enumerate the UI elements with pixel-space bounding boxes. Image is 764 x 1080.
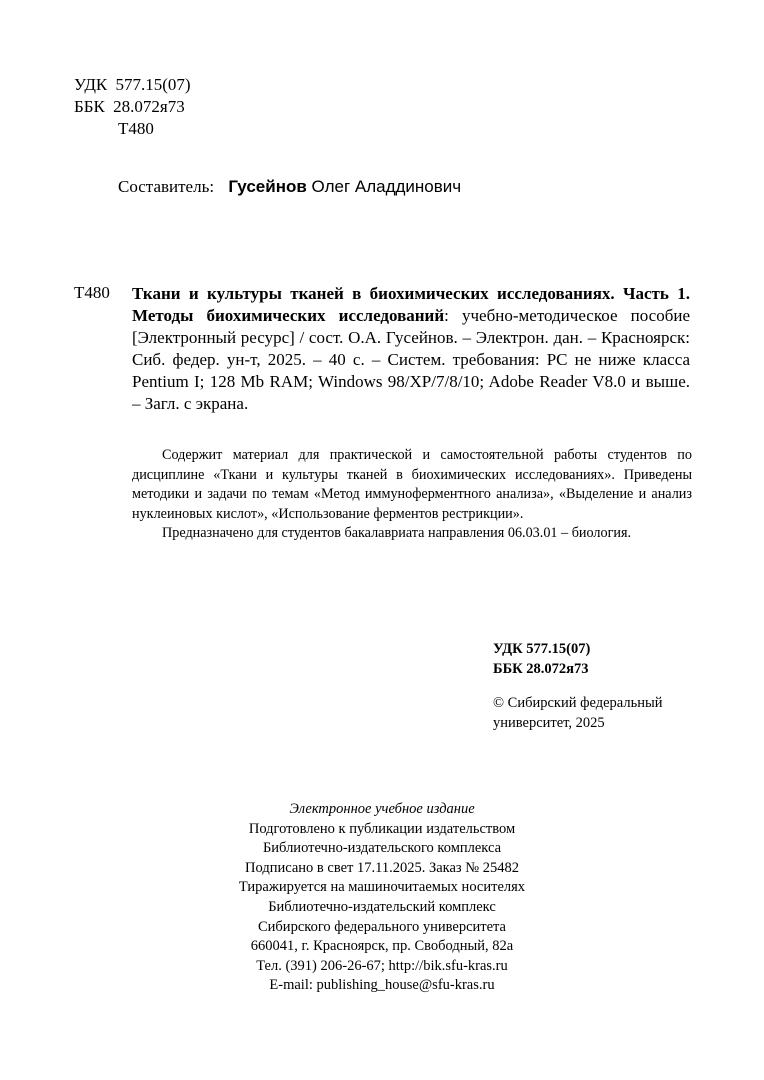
entry-title: Ткани и культуры тканей в биохимических исследованиях. Часть 1. Методы биохимических исследований: [132, 284, 690, 325]
abstract-paragraph: Предназначено для студентов бакалавриата направления 06.03.01 – биология.: [162, 525, 632, 541]
bbk-label: ББК: [74, 97, 105, 116]
bbk-code: ББК 28.072я73: [493, 660, 589, 677]
udk-line: [74, 74, 191, 96]
abstract: [132, 446, 692, 544]
udk-label: УДК: [74, 75, 108, 94]
compiler-line: [118, 177, 461, 197]
publication-imprint: [132, 800, 632, 996]
imprint-line: Тиражируется на машиночитаемых носителях: [238, 879, 526, 896]
copyright-notice: [493, 694, 662, 733]
imprint-line: 660041, г. Красноярск, пр. Свободный, 82а: [250, 938, 514, 955]
compiler-given-names: Олег Аладдинович: [311, 177, 462, 196]
copyright-line: университет, 2025: [493, 714, 605, 731]
imprint-line: Библиотечно-издательский комплекс: [268, 898, 496, 915]
compiler-surname: Гусейнов: [228, 177, 307, 196]
bbk-line: [74, 96, 185, 118]
udk-value: 577.15(07): [115, 75, 191, 94]
author-mark: Т480: [118, 119, 154, 138]
edition-type: Электронное учебное издание: [289, 801, 475, 817]
bbk-value: 28.072я73: [113, 97, 185, 116]
compiler-name: [228, 177, 461, 196]
imprint-line: Сибирского федерального университета: [258, 918, 506, 935]
classification-block: [493, 640, 590, 679]
entry-code: Т480: [74, 283, 110, 302]
entry-description: : учебно-методическое пособие [Электронный ресурс] / сост. О.А. Гусейнов. – Электрон. дан. – Красноярск: Сиб. федер. ун-т, 2025. – 40 с. – Систем. требования: PC не ниже класса Pentium I; 128 Mb RAM; Windows 98/XP/7/8/10; Adobe Reader V8.0 и выше. – Загл. с экрана.: [132, 306, 690, 413]
imprint-line: E-mail: publishing_house@sfu-kras.ru: [269, 977, 495, 994]
imprint-line: Подписано в свет 17.11.2025. Заказ № 25482: [245, 859, 519, 876]
imprint-line: Подготовлено к публикации издательством: [248, 820, 516, 837]
udk-code: УДК 577.15(07): [493, 641, 591, 657]
imprint-line: Тел. (391) 206-26-67; http://bik.sfu-kras.ru: [256, 957, 508, 974]
abstract-paragraph: Содержит материал для практической и самостоятельной работы студентов по дисциплине «Ткани и культуры тканей в биохимических исследованиях». Приведены методики и задачи по темам «Метод иммуноферментного анализа», «Выделение и анализ нуклеиновых кислот», «Использование ферментов рестрикции».: [132, 447, 692, 522]
bibliographic-entry: [132, 283, 690, 415]
imprint-line: Библиотечно-издательского комплекса: [262, 840, 502, 857]
copyright-line: © Сибирский федеральный: [493, 695, 663, 711]
compiler-label: Составитель:: [118, 177, 215, 196]
